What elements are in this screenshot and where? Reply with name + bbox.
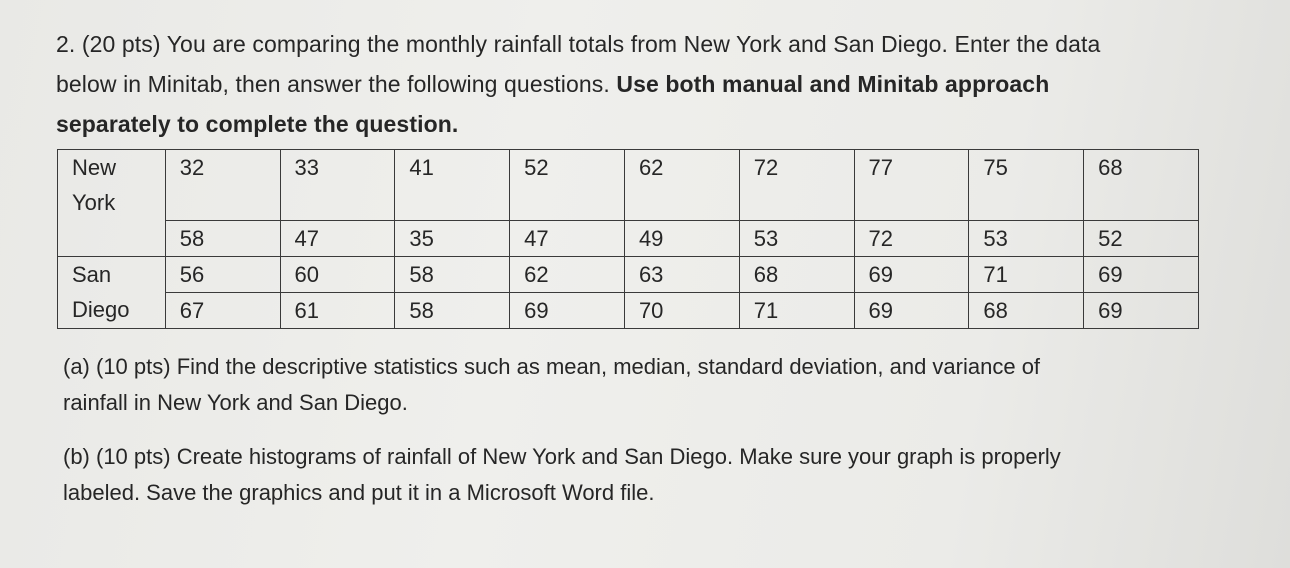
table-cell: [1084, 257, 1199, 293]
cell-value: 33: [294, 155, 320, 180]
cell-value: 69: [1098, 298, 1123, 323]
part-b-line-2: labeled. Save the graphics and put it in a Microsoft Word file.: [63, 480, 655, 505]
cell-value: 69: [868, 298, 894, 323]
cell-value: 67: [179, 298, 205, 323]
cell-value: 61: [294, 298, 320, 323]
cell-value: 52: [524, 155, 549, 180]
table-cell: [1084, 221, 1199, 257]
table-cell: [165, 221, 280, 257]
cell-value: 58: [179, 226, 205, 251]
cell-value: 58: [409, 262, 434, 287]
cell-value: 69: [868, 262, 894, 287]
cell-value: 69: [1098, 262, 1123, 287]
question-line-2-text: below in Minitab, then answer the following questions.: [56, 71, 617, 97]
table-cell: [510, 257, 625, 293]
cell-value: 60: [294, 262, 320, 287]
table-cell: [395, 257, 510, 293]
part-a-line-1: (a) (10 pts) Find the descriptive statistics such as mean, median, standard deviation, and variance of: [63, 354, 1041, 379]
cell-value: 75: [983, 155, 1008, 180]
table-cell: [739, 293, 854, 329]
part-a-line-2: rainfall in New York and San Diego.: [63, 390, 408, 415]
table-cell: [280, 293, 395, 329]
table-cell: [165, 293, 280, 329]
table-cell: [395, 293, 510, 329]
row-label-new-york: [58, 150, 166, 257]
table-cell: [854, 221, 969, 257]
table-cell: [969, 221, 1084, 257]
row-label-san-diego: [58, 257, 166, 329]
cell-value: 68: [753, 262, 779, 287]
cell-value: 47: [524, 226, 549, 251]
table-cell: [624, 293, 739, 329]
cell-value: 47: [294, 226, 320, 251]
table-cell: [510, 221, 625, 257]
cell-value: 77: [868, 155, 894, 180]
table-cell: [165, 150, 280, 221]
table-cell: [739, 257, 854, 293]
table-cell: [739, 150, 854, 221]
part-a-prompt: [63, 349, 1183, 421]
part-b-prompt: [63, 439, 1183, 511]
table-cell: [395, 221, 510, 257]
question-line-3: separately to complete the question.: [56, 111, 459, 137]
table-cell: [739, 221, 854, 257]
cell-value: 72: [868, 226, 894, 251]
cell-value: 41: [409, 155, 434, 180]
question-line-2-bold: Use both manual and Minitab approach: [616, 71, 1050, 97]
cell-value: 49: [638, 226, 664, 251]
table-cell: [624, 150, 739, 221]
cell-value: 72: [753, 155, 779, 180]
cell-value: 56: [179, 262, 205, 287]
cell-value: 63: [638, 262, 664, 287]
cell-value: 52: [1098, 226, 1123, 251]
question-line-2: [56, 64, 1186, 104]
cell-value: 68: [983, 298, 1008, 323]
table-cell: [510, 293, 625, 329]
table-cell: [624, 221, 739, 257]
table-row-new-york: [58, 150, 1199, 221]
cell-value: 68: [1098, 155, 1123, 180]
table-cell: [624, 257, 739, 293]
table-cell: [854, 257, 969, 293]
row-label-new-york-bottom: York: [72, 190, 116, 215]
cell-value: 62: [524, 262, 549, 287]
table-cell: [854, 293, 969, 329]
table-cell: [1084, 150, 1199, 221]
rainfall-table: [57, 149, 1199, 329]
cell-value: 69: [524, 298, 549, 323]
rainfall-table-wrapper: [57, 149, 1199, 323]
part-b-line-1: (b) (10 pts) Create histograms of rainfall of New York and San Diego. Make sure your graph is properly: [63, 444, 1061, 469]
question-prompt: [56, 24, 1186, 144]
row-label-san-diego-bottom: Diego: [72, 297, 130, 322]
table-cell: [280, 150, 395, 221]
table-cell: [280, 257, 395, 293]
cell-value: 58: [409, 298, 434, 323]
table-cell: [395, 150, 510, 221]
row-label-san-diego-top: San: [72, 262, 112, 287]
table-cell: [280, 221, 395, 257]
cell-value: 35: [409, 226, 434, 251]
table-cell: [854, 150, 969, 221]
table-cell: [510, 150, 625, 221]
table-row-san-diego: [58, 257, 1199, 293]
cell-value: 71: [753, 298, 779, 323]
table-cell: [969, 257, 1084, 293]
table-row-san-diego-second: [58, 293, 1199, 329]
table-cell: [165, 257, 280, 293]
table-cell: [969, 150, 1084, 221]
cell-value: 32: [179, 155, 205, 180]
cell-value: 53: [753, 226, 779, 251]
question-line-1: 2. (20 pts) You are comparing the monthly rainfall totals from New York and San Diego. Enter the data: [56, 31, 1101, 57]
cell-value: 53: [983, 226, 1008, 251]
table-cell: [1084, 293, 1199, 329]
cell-value: 71: [983, 262, 1008, 287]
cell-value: 62: [638, 155, 664, 180]
row-label-new-york-top: New: [72, 155, 117, 180]
table-cell: [969, 293, 1084, 329]
table-row-new-york-second: [58, 221, 1199, 257]
cell-value: 70: [638, 298, 664, 323]
